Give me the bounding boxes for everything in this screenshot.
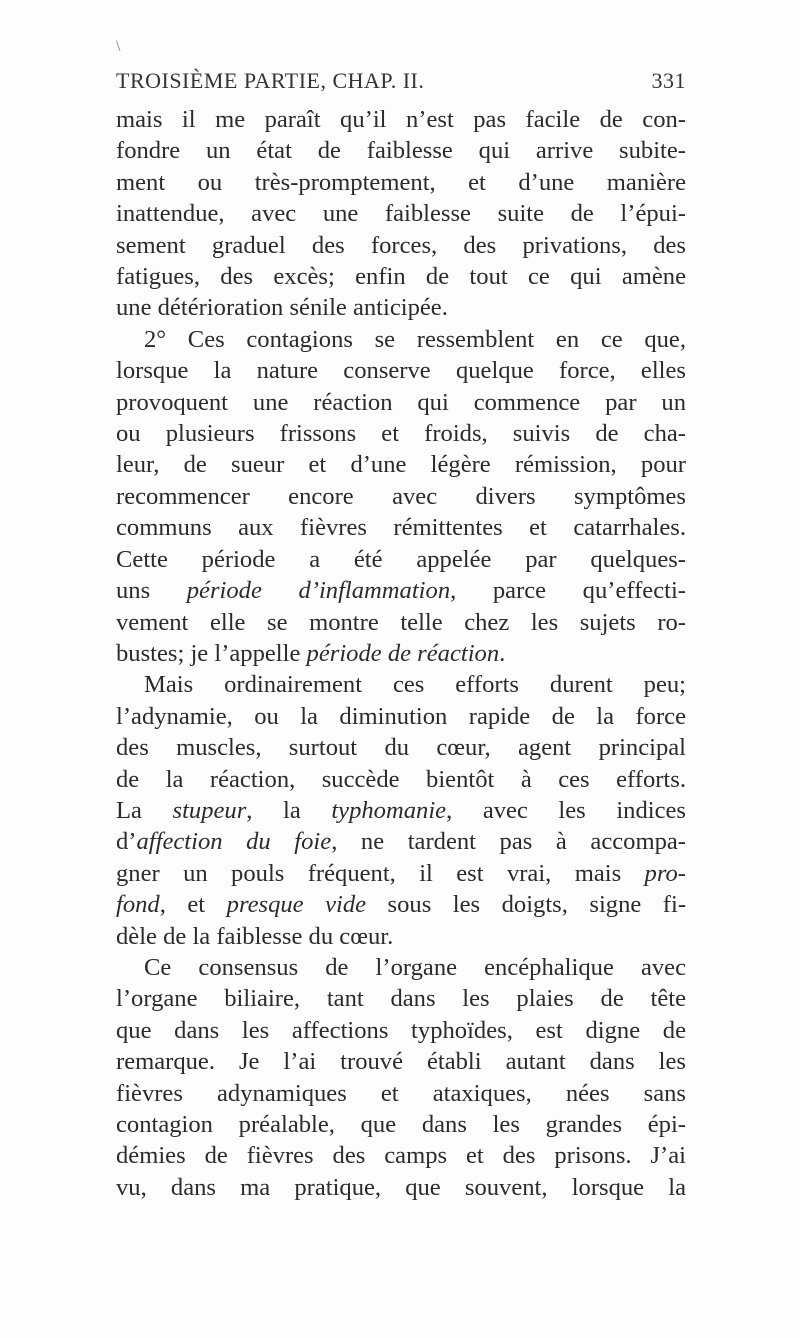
text-segment: , avec les indices (446, 796, 686, 824)
text-segment: gner un pouls fréquent, il est vrai, mais (116, 859, 645, 887)
text-line: que dans les affections typhoïdes, est digne de (116, 1016, 686, 1044)
text-line: fondre un état de faiblesse qui arrive subite- (116, 137, 686, 165)
text-line: ment ou très-promptement, et d’une manière (116, 168, 686, 196)
text-segment: , parce qu’effecti- (450, 577, 686, 605)
body-text (116, 104, 686, 1203)
text-segment: , ne tardent pas à accompa- (331, 828, 686, 856)
text-line: Cette période a été appelée par quelques- (116, 545, 686, 573)
text-segment: d’ (116, 828, 137, 856)
text-line: vu, dans ma pratique, que souvent, lorsque la (116, 1173, 686, 1201)
text-line: fièvres adynamiques et ataxiques, nées sans (116, 1079, 686, 1107)
text-line: provoquent une réaction qui commence par un (116, 388, 686, 416)
text-line: vement elle se montre telle chez les sujets ro- (116, 608, 686, 636)
italic-term: typhomanie (331, 796, 447, 824)
text-line: des muscles, surtout du cœur, agent principal (116, 734, 686, 762)
text-line (116, 638, 686, 669)
text-line: sement graduel des forces, des privations, des (116, 231, 686, 259)
text-segment: La (116, 796, 173, 824)
text-line: l’adynamie, ou la diminution rapide de la force (116, 702, 686, 730)
text-line: dèle de la faiblesse du cœur. (116, 922, 394, 950)
text-line: inattendue, avec une faiblesse suite de l’épui- (116, 200, 686, 228)
top-mark: \ (116, 38, 121, 55)
italic-term: période de réaction (306, 639, 500, 667)
text-segment: , la (246, 796, 332, 824)
text-line (116, 795, 686, 826)
italic-term: pro- (644, 859, 686, 887)
page-number: 331 (651, 68, 686, 93)
text-line: de la réaction, succède bientôt à ces efforts. (116, 765, 686, 793)
text-line: lorsque la nature conserve quelque force, elles (116, 357, 686, 385)
italic-term: période d’inflammation (186, 577, 451, 605)
italic-term: stupeur (172, 796, 247, 824)
text-line: Mais ordinairement ces efforts durent peu; (144, 671, 686, 699)
text-segment: . (499, 639, 506, 667)
text-line: remarque. Je l’ai trouvé établi autant dans les (116, 1048, 686, 1076)
text-line: recommencer encore avec divers symptômes (116, 482, 686, 510)
italic-term: affection du foie (136, 828, 332, 856)
text-segment: uns (116, 577, 187, 605)
page-header (116, 68, 686, 102)
text-line: fatigues, des excès; enfin de tout ce qui amène (116, 263, 686, 291)
text-line: ou plusieurs frissons et froids, suivis de cha- (116, 420, 686, 448)
text-line (116, 826, 686, 857)
text-line: Ce consensus de l’organe encéphalique avec (144, 953, 686, 981)
text-segment: , et (159, 891, 227, 919)
text-line: une détérioration sénile anticipée. (116, 294, 448, 322)
text-line: communs aux fièvres rémittentes et catarrhales. (116, 514, 686, 542)
italic-term: presque vide (226, 891, 367, 919)
running-head: TROISIÈME PARTIE, CHAP. II. (116, 68, 425, 93)
text-line: leur, de sueur et d’une légère rémission, pour (116, 451, 686, 479)
text-line: 2° Ces contagions se ressemblent en ce que, (144, 325, 686, 353)
text-line: contagion préalable, que dans les grandes épi- (116, 1111, 686, 1138)
italic-term: fond (116, 891, 160, 919)
text-line (116, 575, 686, 606)
text-line: l’organe biliaire, tant dans les plaies de tête (116, 985, 686, 1013)
text-line (116, 889, 686, 920)
text-line (116, 858, 686, 889)
text-segment: sous les doigts, signe fi- (366, 891, 686, 919)
text-line: démies de fièvres des camps et des prisons. J’ai (116, 1142, 686, 1170)
text-line: mais il me paraît qu’il n’est pas facile de con- (116, 106, 686, 133)
text-segment: bustes; je l’appelle (116, 639, 307, 667)
